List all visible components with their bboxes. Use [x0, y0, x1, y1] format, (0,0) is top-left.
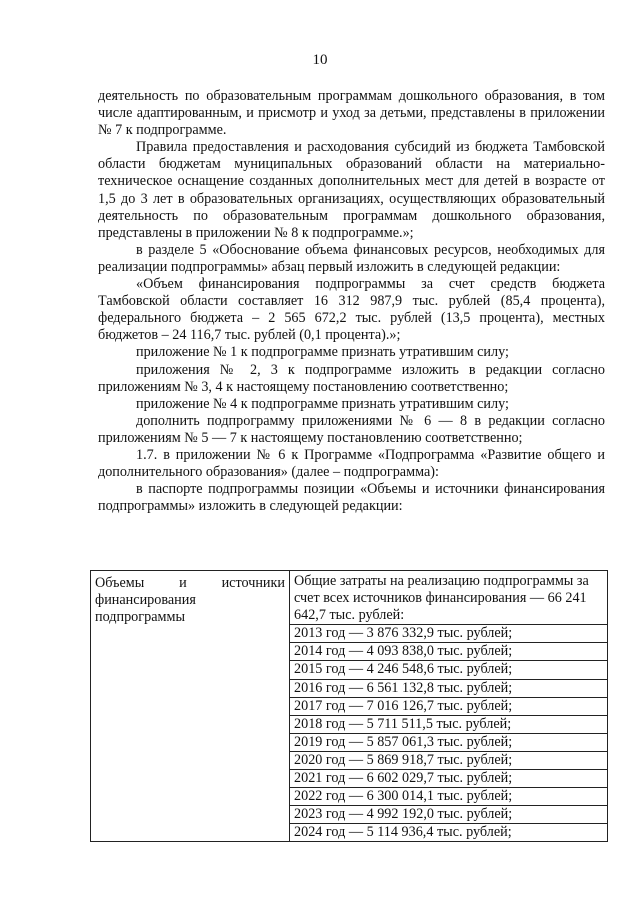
table-label-cell — [91, 571, 290, 842]
paragraph: 1.7. в приложении № 6 к Программе «Подпрограмма «Развитие общего и дополнительного образования» (далее – подпрограмма): — [98, 446, 605, 481]
year-funding-item: 2022 год — 6 300 014,1 тыс. рублей; — [290, 787, 607, 805]
year-funding-item: 2013 год — 3 876 332,9 тыс. рублей; — [290, 624, 607, 642]
year-funding-item: 2015 год — 4 246 548,6 тыс. рублей; — [290, 660, 607, 678]
funding-table — [90, 570, 608, 842]
year-funding-item: 2024 год — 5 114 936,4 тыс. рублей; — [290, 823, 607, 841]
paragraph: деятельность по образовательным программам дошкольного образования, в том числе адаптированным, и присмотр и уход за детьми, представлены в приложении № 7 к подпрограмме. — [98, 88, 605, 139]
year-list — [290, 624, 607, 841]
total-funding: Общие затраты на реализацию подпрограммы за счет всех источников финансирования — 66 241 642,7 тыс. рублей: — [294, 573, 589, 624]
table-row — [91, 571, 608, 842]
year-funding-item: 2023 год — 4 992 192,0 тыс. рублей; — [290, 805, 607, 823]
year-funding-item: 2019 год — 5 857 061,3 тыс. рублей; — [290, 733, 607, 751]
year-funding-item: 2017 год — 7 016 126,7 тыс. рублей; — [290, 697, 607, 715]
document-body — [98, 88, 605, 515]
year-funding-item: 2016 год — 6 561 132,8 тыс. рублей; — [290, 679, 607, 697]
paragraph: приложение № 1 к подпрограмме признать утратившим силу; — [136, 344, 509, 361]
paragraph: приложение № 4 к подпрограмме признать утратившим силу; — [136, 395, 509, 412]
paragraph: приложения № 2, 3 к подпрограмме изложить в редакции согласно приложениям № 3, 4 к настоящему постановлению соответственно; — [98, 361, 605, 395]
paragraph: Правила предоставления и расходования субсидий из бюджета Тамбовской области бюджетам муниципальных образований области на материально-техническое оснащение созданных дополнительных мест для детей в возрасте от 1,5 до 3 лет в образовательных организациях, осуществляющих образовательный деятельность по образовательным программам дошкольного образования, представлены в приложении № 8 к подпрограмме.»; — [98, 139, 605, 241]
page-number: 10 — [312, 52, 328, 68]
paragraph: «Объем финансирования подпрограммы за счет средств бюджета Тамбовской области составляет 16 312 987,9 тыс. рублей (85,4 процента), федерального бюджета – 2 565 672,2 тыс. рублей (13,5 процента), местных бюджетов – 24 116,7 тыс. рублей (0,1 процента).»; — [98, 276, 605, 344]
table-value-cell — [290, 571, 608, 842]
table-label: Объемы и источники финансирования подпрограммы — [95, 575, 285, 626]
year-funding-item: 2014 год — 4 093 838,0 тыс. рублей; — [290, 642, 607, 660]
paragraph: дополнить подпрограмму приложениями № 6 — 8 в редакции согласно приложениям № 5 — 7 к настоящему постановлению соответственно; — [98, 412, 605, 446]
year-funding-item: 2020 год — 5 869 918,7 тыс. рублей; — [290, 751, 607, 769]
year-funding-item: 2021 год — 6 602 029,7 тыс. рублей; — [290, 769, 607, 787]
paragraph: в разделе 5 «Обоснование объема финансовых ресурсов, необходимых для реализации подпрограммы» абзац первый изложить в следующей редакции: — [98, 241, 605, 275]
year-funding-item: 2018 год — 5 711 511,5 тыс. рублей; — [290, 715, 607, 733]
paragraph: в паспорте подпрограммы позиции «Объемы и источники финансирования подпрограммы» изложить в следующей редакции: — [98, 481, 605, 515]
